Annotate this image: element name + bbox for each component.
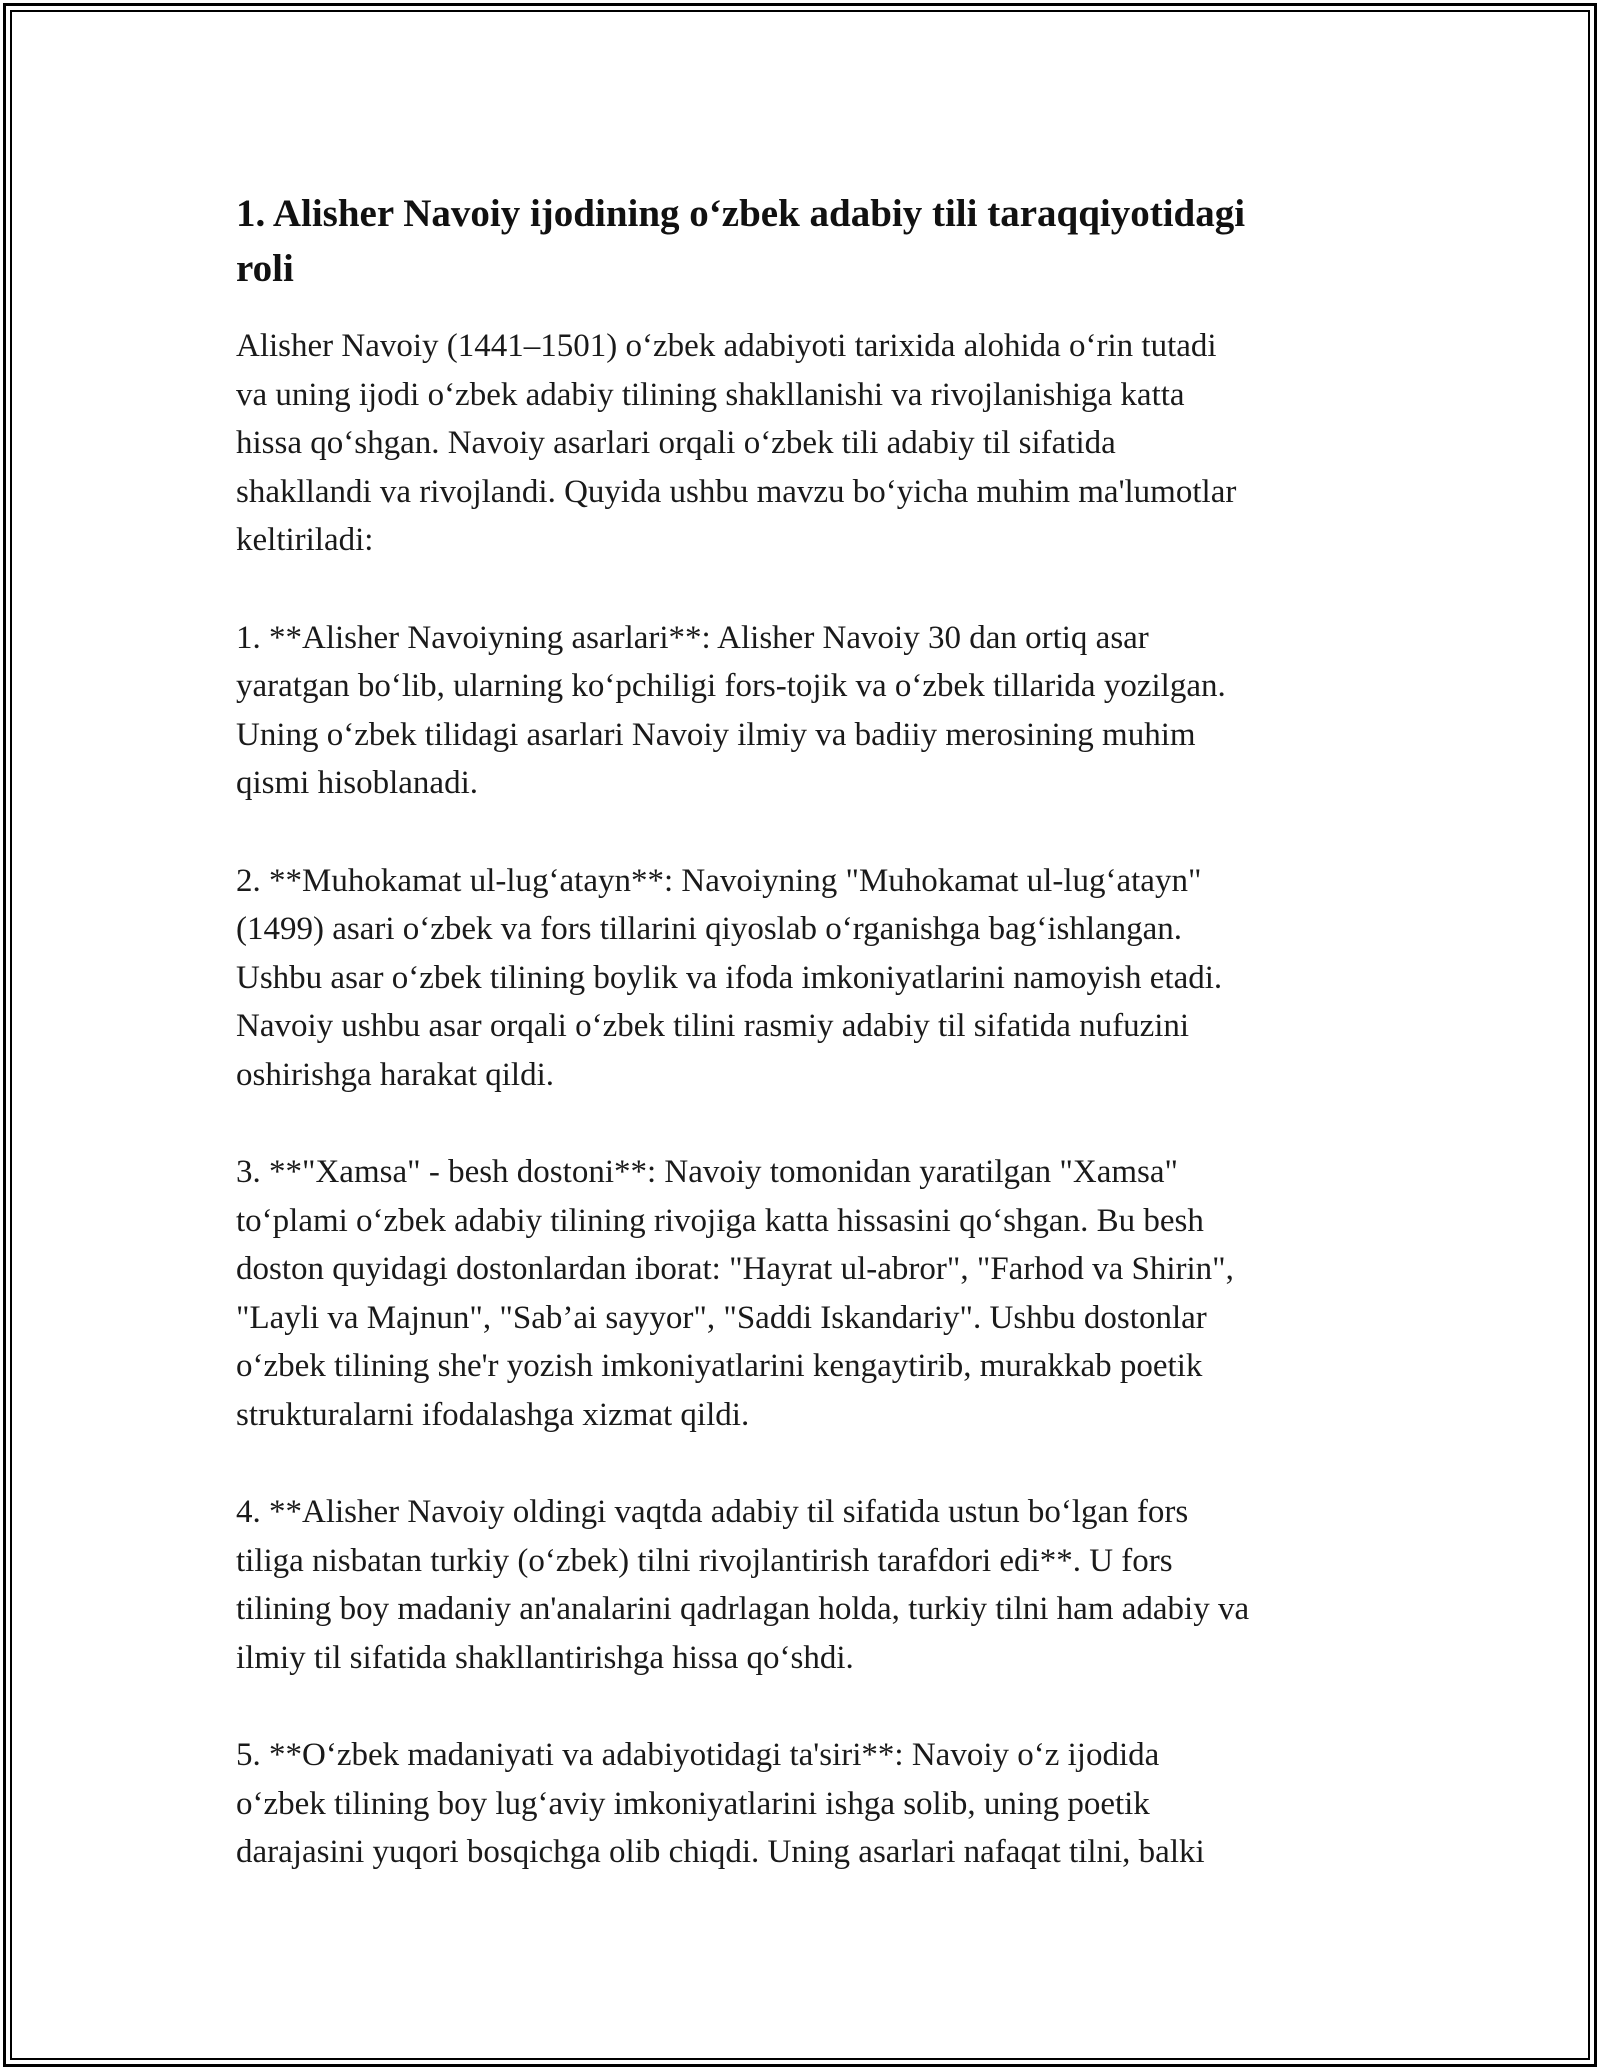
list-item-2-paragraph: 2. **Muhokamat ul-lug‘atayn**: Navoiyning "Muhokamat ul-lug‘atayn" (1499) asari o‘zbek va fors tillarini qiyoslab o‘rganishga bag‘ishlangan. Ushbu asar o‘zbek tilining boylik va ifoda imkoniyatlarini namoyish etadi. Navoiy ushbu asar orqali o‘zbek tilini rasmiy adabiy til sifatida nufuzini oshirishga harakat qildi. [236,862,1223,1093]
list-item-1-paragraph: 1. **Alisher Navoiyning asarlari**: Alisher Navoiy 30 dan ortiq asar yaratgan bo‘lib, ularning ko‘pchiligi fors-tojik va o‘zbek tillarida yozilgan. Uning o‘zbek tilidagi asarlari Navoiy ilmiy va badiiy merosining muhim qismi hisoblanadi. [236,619,1226,801]
intro-paragraph: Alisher Navoiy (1441–1501) o‘zbek adabiyoti tarixida alohida o‘rin tutadi va uning ijodi o‘zbek adabiy tilining shakllanishi va rivojlanishiga katta hissa qo‘shgan. Navoiy asarlari orqali o‘zbek tili adabiy til sifatida shakllandi va rivojlandi. Quyida ushbu mavzu bo‘yicha muhim ma'lumotlar keltiriladi: [236,328,1237,558]
list-item-3-paragraph: 3. **"Xamsa" - besh dostoni**: Navoiy tomonidan yaratilgan "Xamsa" to‘plami o‘zbek adabiy tilining rivojiga katta hissasini qo‘shgan. Bu besh doston quyidagi dostonlardan iborat: "Hayrat ul-abror", "Farhod va Shirin", "Layli va Majnun", "Sab’ai sayyor", "Saddi Iskandariy". Ushbu dostonlar o‘zbek tilining she'r yozish imkoniyatlarini kengaytirib, murakkab poetik strukturalarni ifodalashga xizmat qildi. [236,1154,1234,1433]
document-body [236,186,1366,1926]
document-heading: 1. Alisher Navoiy ijodining o‘zbek adabiy tili taraqqiyotidagi roli [236,192,1246,290]
list-item-5-paragraph: 5. **O‘zbek madaniyati va adabiyotidagi ta'siri**: Navoiy o‘z ijodida o‘zbek tilining boy lug‘aviy imkoniyatlarini ishga solib, uning poetik darajasini yuqori bosqichga olib chiqdi. Uning asarlari nafaqat tilni, balki [236,1737,1205,1870]
list-item-4-paragraph: 4. **Alisher Navoiy oldingi vaqtda adabiy til sifatida ustun bo‘lgan fors tiliga nisbatan turkiy (o‘zbek) tilni rivojlantirish tarafdori edi**. U fors tilining boy madaniy an'analarini qadrlagan holda, turkiy tilni ham adabiy va ilmiy til sifatida shakllantirishga hissa qo‘shdi. [236,1494,1250,1676]
